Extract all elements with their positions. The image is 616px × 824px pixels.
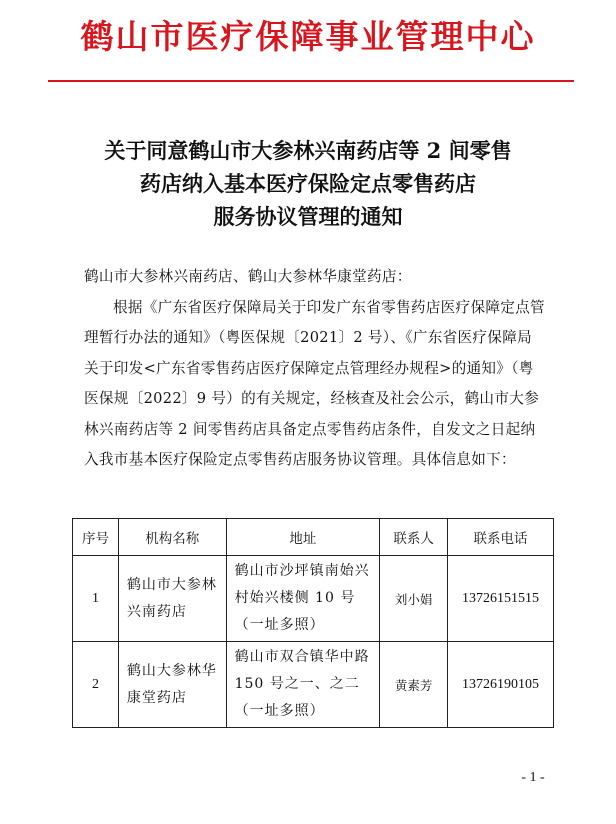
title-line-1: 关于同意鹤山市大参林兴南药店等 2 间零售 — [104, 138, 512, 163]
table-row — [73, 642, 554, 728]
row-index: 2 — [73, 642, 119, 728]
row-phone: 13726190105 — [448, 642, 554, 728]
table-row — [73, 556, 554, 642]
header-phone: 联系电话 — [448, 519, 554, 556]
row-phone: 13726151515 — [448, 556, 554, 642]
page-number: - 1 - — [521, 770, 545, 785]
issuer-header: 鹤山市医疗保障事业管理中心 — [80, 17, 536, 56]
row-index: 1 — [73, 556, 119, 642]
row-name: 鹤山大参林华康堂药店 — [118, 642, 226, 728]
row-contact: 刘小娟 — [380, 556, 448, 642]
title-line-3: 服务协议管理的通知 — [213, 204, 403, 229]
header-name: 机构名称 — [118, 519, 226, 556]
table-header-row — [73, 519, 554, 556]
body-paragraph: 根据《广东省医疗保障局关于印发广东省零售药店医疗保障定点管理暂行办法的通知》（粤医保规〔2021〕2 号）、《广东省医疗保障局关于印发<广东省零售药店医疗保障定点管理经办规程>的通知》（粤医保规〔2022〕9 号）的有关规定，经核查及社会公示，鹤山市大参林兴南药店等 2 间零售药店具备定点零售药店条件，自发文之日起纳入我市基本医疗保险定点零售药店服务协议管理。具体信息如下： — [84, 298, 545, 468]
row-name: 鹤山市大参林兴南药店 — [118, 556, 226, 642]
pharmacy-table — [72, 518, 554, 728]
row-contact: 黄素芳 — [380, 642, 448, 728]
row-address: 鹤山市沙坪镇南始兴村始兴楼侧 10 号（一址多照） — [226, 556, 380, 642]
header-index: 序号 — [73, 519, 119, 556]
title-line-2: 药店纳入基本医疗保险定点零售药店 — [140, 171, 476, 196]
row-address: 鹤山市双合镇华中路 150 号之一、之二（一址多照） — [226, 642, 380, 728]
header-contact: 联系人 — [380, 519, 448, 556]
document-body — [84, 262, 546, 476]
salutation: 鹤山市大参林兴南药店、鹤山大参林华康堂药店： — [84, 268, 412, 285]
document-title — [40, 134, 576, 233]
header-address: 地址 — [226, 519, 380, 556]
header-red-rule — [48, 80, 574, 82]
